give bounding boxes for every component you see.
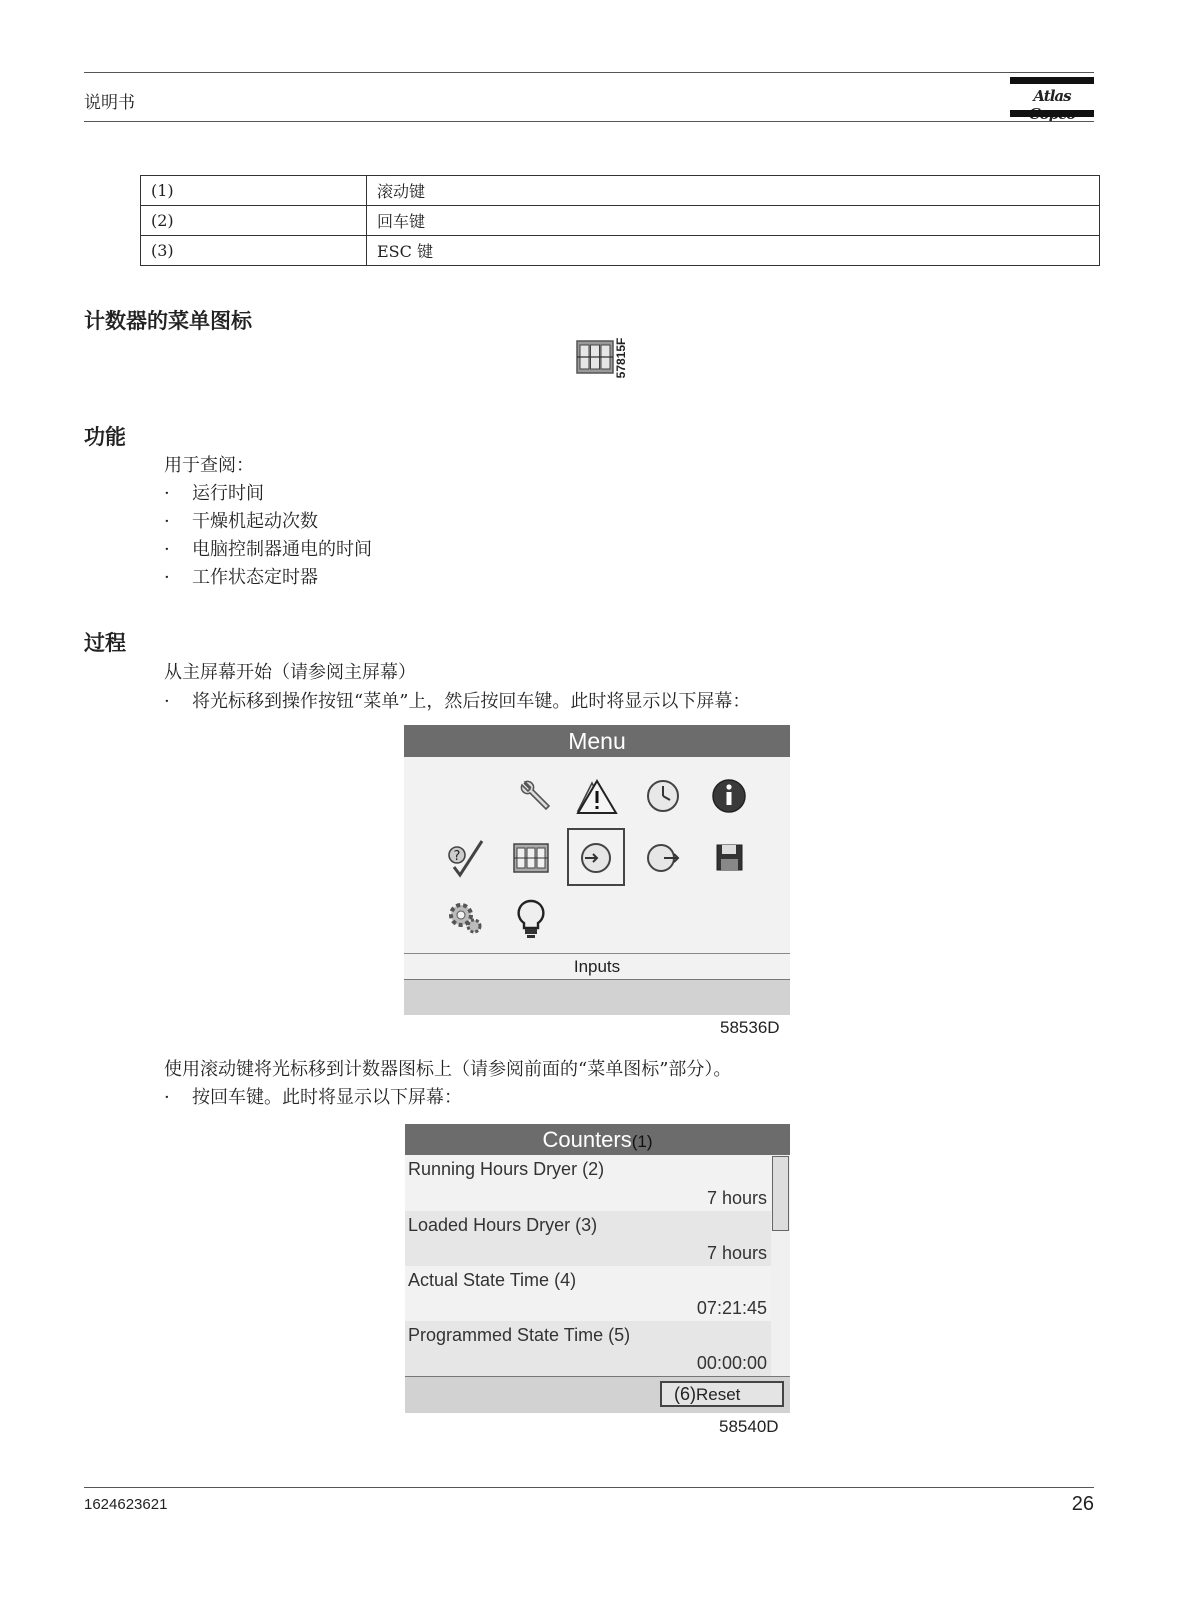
- save-icon[interactable]: [706, 835, 752, 881]
- counters-figure-id: 58540D: [719, 1417, 779, 1436]
- header-title: 说明书: [84, 93, 135, 113]
- scrollbar-thumb[interactable]: [772, 1156, 789, 1231]
- page-number: 26: [1071, 1493, 1094, 1515]
- key-number: (3): [141, 236, 367, 266]
- table-row[interactable]: Programmed State Time (5) 00:00:00: [405, 1321, 771, 1376]
- key-description: 回车键: [367, 206, 1100, 236]
- icon-code: 57815F: [614, 337, 628, 379]
- section-heading-function: 功能: [84, 425, 126, 449]
- atlas-copco-logo: [1010, 77, 1094, 119]
- section-heading-procedure: 过程: [84, 631, 126, 655]
- table-row[interactable]: Loaded Hours Dryer (3) 7 hours: [405, 1211, 771, 1266]
- clock-icon[interactable]: [640, 773, 686, 819]
- table-row: [141, 206, 1100, 236]
- procedure-intro: 从主屏幕开始（请参阅主屏幕）: [164, 662, 416, 683]
- counters-title-bar: [405, 1124, 790, 1155]
- logo-text: Atlas: [1033, 87, 1071, 105]
- footer-rule: [84, 1487, 1094, 1488]
- outputs-icon[interactable]: [640, 835, 686, 881]
- counters-button-bar: [405, 1376, 790, 1413]
- header-bottom-rule: [84, 121, 1094, 122]
- counter-icon[interactable]: [508, 835, 554, 881]
- inputs-icon[interactable]: [573, 835, 619, 881]
- menu-figure-id: 58536D: [720, 1018, 780, 1037]
- warning-icon[interactable]: [574, 773, 620, 819]
- doc-number: 1624623621: [84, 1496, 168, 1513]
- lightbulb-icon[interactable]: [508, 895, 554, 941]
- key-number: (1): [141, 176, 367, 206]
- section-heading-counters-icon: 计数器的菜单图标: [84, 309, 252, 333]
- wrench-icon[interactable]: [512, 773, 558, 819]
- menu-screen: [404, 725, 790, 1014]
- function-intro: 用于查阅：: [164, 455, 254, 476]
- check-icon[interactable]: [442, 835, 488, 881]
- menu-selected-label: Inputs: [573, 957, 621, 976]
- reset-button[interactable]: (6)Reset: [660, 1381, 784, 1407]
- procedure-step2: 使用滚动键将光标移到计数器图标上（请参阅前面的“菜单图标”部分）。: [164, 1059, 732, 1080]
- header-top-rule: [84, 72, 1094, 73]
- menu-title: Menu: [404, 725, 790, 757]
- svg-text:?: ?: [453, 849, 461, 864]
- table-row[interactable]: Running Hours Dryer (2) 7 hours: [405, 1155, 771, 1211]
- key-description: ESC 键: [367, 236, 1100, 266]
- menu-status-bar: [404, 979, 790, 1015]
- table-row: [141, 176, 1100, 206]
- counters-screen: [405, 1124, 790, 1412]
- key-description: 滚动键: [367, 176, 1100, 206]
- info-icon[interactable]: [706, 773, 752, 819]
- keys-table: [140, 175, 1100, 266]
- counters-title-ref: (1): [631, 1132, 653, 1151]
- gear-icon[interactable]: [442, 895, 488, 941]
- table-row: [141, 236, 1100, 266]
- table-row[interactable]: Actual State Time (4) 07:21:45: [405, 1266, 771, 1321]
- counters-title: Counters: [542, 1127, 632, 1152]
- scrollbar-track[interactable]: [771, 1155, 790, 1376]
- key-number: (2): [141, 206, 367, 236]
